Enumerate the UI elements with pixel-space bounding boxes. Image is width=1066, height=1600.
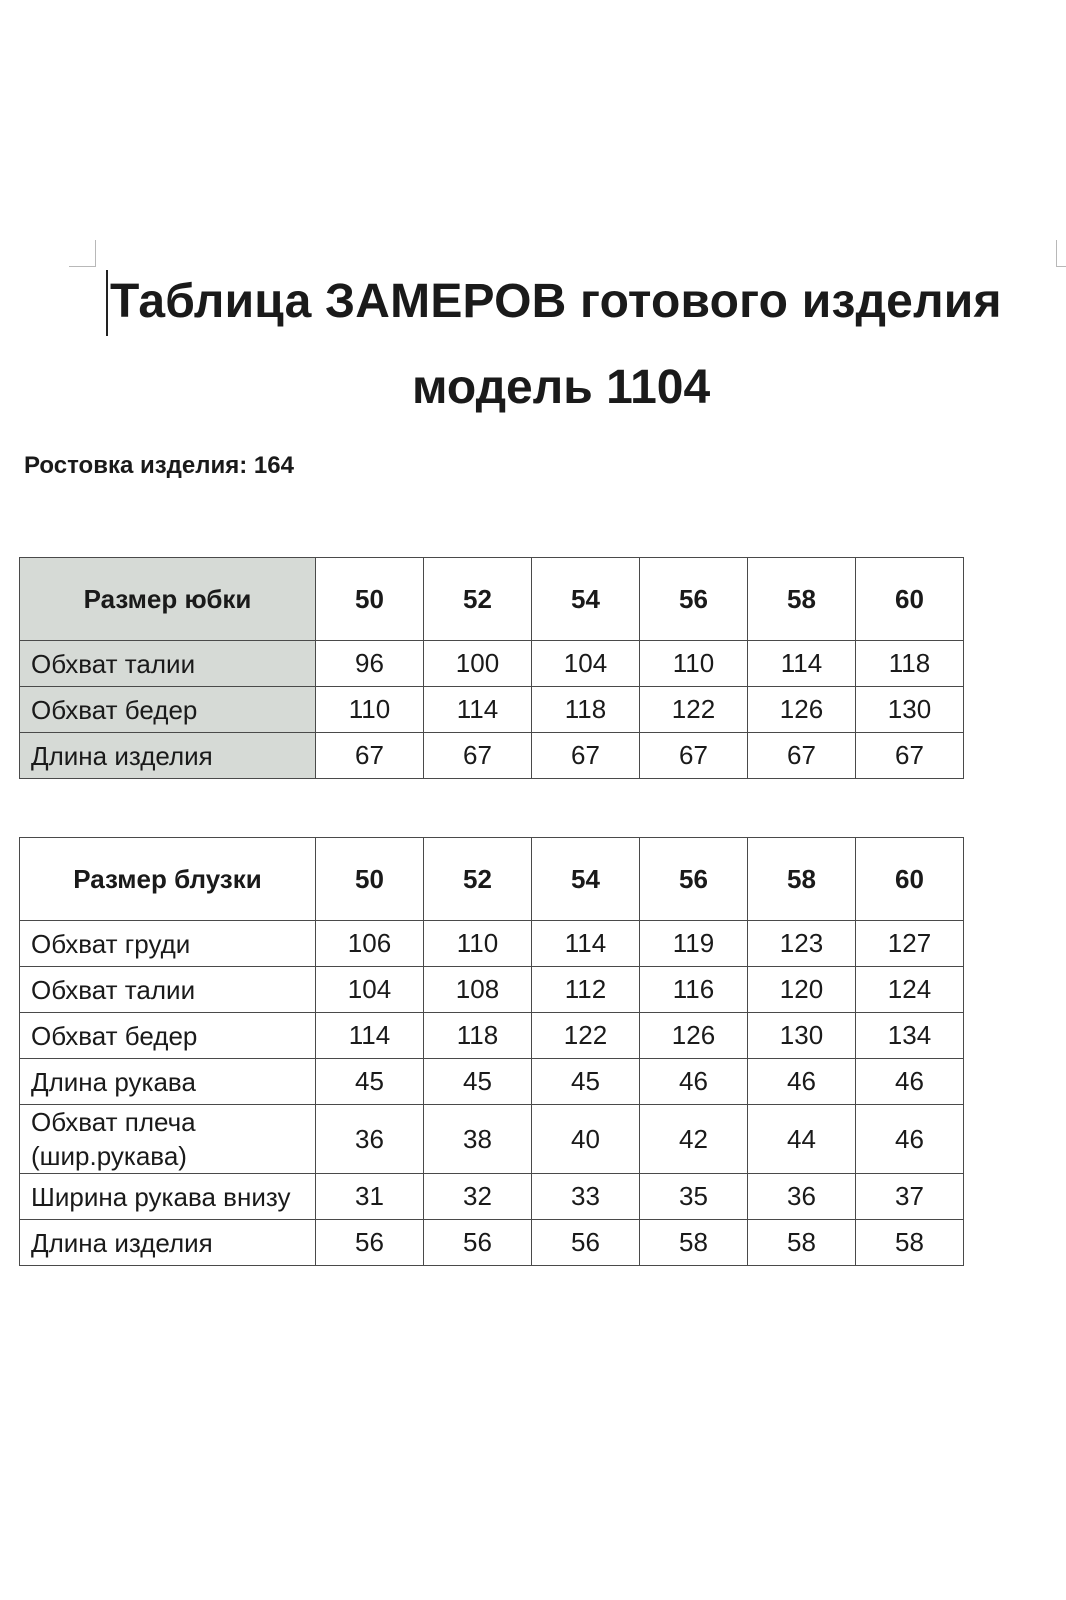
value-cell[interactable]: 114 bbox=[532, 921, 640, 967]
value-cell[interactable]: 114 bbox=[748, 641, 856, 687]
page-corner-mark bbox=[69, 240, 96, 267]
value-cell[interactable]: 67 bbox=[856, 733, 964, 779]
table-header-row bbox=[20, 838, 964, 921]
header-cell-size[interactable]: 58 bbox=[748, 558, 856, 641]
value-cell[interactable]: 33 bbox=[532, 1174, 640, 1220]
value-cell[interactable]: 116 bbox=[640, 967, 748, 1013]
table-row bbox=[20, 921, 964, 967]
value-cell[interactable]: 112 bbox=[532, 967, 640, 1013]
value-cell[interactable]: 67 bbox=[532, 733, 640, 779]
row-label-cell[interactable]: Длина изделия bbox=[20, 1220, 316, 1266]
value-cell[interactable]: 114 bbox=[424, 687, 532, 733]
value-cell[interactable]: 56 bbox=[424, 1220, 532, 1266]
value-cell[interactable]: 36 bbox=[316, 1105, 424, 1174]
value-cell[interactable]: 118 bbox=[532, 687, 640, 733]
row-label-cell[interactable]: Обхват бедер bbox=[20, 687, 316, 733]
value-cell[interactable]: 106 bbox=[316, 921, 424, 967]
header-cell-size[interactable]: 50 bbox=[316, 838, 424, 921]
value-cell[interactable]: 35 bbox=[640, 1174, 748, 1220]
value-cell[interactable]: 118 bbox=[424, 1013, 532, 1059]
header-cell-size[interactable]: 56 bbox=[640, 558, 748, 641]
value-cell[interactable]: 46 bbox=[748, 1059, 856, 1105]
header-cell-size[interactable]: 56 bbox=[640, 838, 748, 921]
document-title[interactable]: Таблица ЗАМЕРОВ готового изделия bbox=[110, 275, 1002, 328]
header-cell-size[interactable]: 52 bbox=[424, 838, 532, 921]
table-row bbox=[20, 1059, 964, 1105]
value-cell[interactable]: 122 bbox=[532, 1013, 640, 1059]
value-cell[interactable]: 58 bbox=[640, 1220, 748, 1266]
header-cell-size[interactable]: 52 bbox=[424, 558, 532, 641]
value-cell[interactable]: 56 bbox=[316, 1220, 424, 1266]
row-label-cell[interactable]: Длина изделия bbox=[20, 733, 316, 779]
value-cell[interactable]: 124 bbox=[856, 967, 964, 1013]
value-cell[interactable]: 134 bbox=[856, 1013, 964, 1059]
table-row bbox=[20, 967, 964, 1013]
value-cell[interactable]: 45 bbox=[424, 1059, 532, 1105]
row-label-cell[interactable]: Обхват груди bbox=[20, 921, 316, 967]
value-cell[interactable]: 100 bbox=[424, 641, 532, 687]
value-cell[interactable]: 36 bbox=[748, 1174, 856, 1220]
row-label-cell[interactable]: Ширина рукава внизу bbox=[20, 1174, 316, 1220]
table-row bbox=[20, 1105, 964, 1174]
header-cell-size[interactable]: 54 bbox=[532, 838, 640, 921]
value-cell[interactable]: 118 bbox=[856, 641, 964, 687]
value-cell[interactable]: 58 bbox=[856, 1220, 964, 1266]
header-cell-size[interactable]: 54 bbox=[532, 558, 640, 641]
document-subtitle[interactable]: модель 1104 bbox=[412, 361, 711, 414]
value-cell[interactable]: 56 bbox=[532, 1220, 640, 1266]
row-label-cell[interactable]: Длина рукава bbox=[20, 1059, 316, 1105]
page-corner-mark bbox=[1056, 240, 1066, 267]
value-cell[interactable]: 67 bbox=[424, 733, 532, 779]
blouse-size-table bbox=[19, 837, 964, 1266]
value-cell[interactable]: 37 bbox=[856, 1174, 964, 1220]
value-cell[interactable]: 104 bbox=[532, 641, 640, 687]
value-cell[interactable]: 44 bbox=[748, 1105, 856, 1174]
header-cell-size[interactable]: 60 bbox=[856, 838, 964, 921]
table-row bbox=[20, 1174, 964, 1220]
row-label-cell[interactable]: Обхват талии bbox=[20, 967, 316, 1013]
value-cell[interactable]: 46 bbox=[856, 1105, 964, 1174]
value-cell[interactable]: 67 bbox=[748, 733, 856, 779]
value-cell[interactable]: 46 bbox=[856, 1059, 964, 1105]
table-row bbox=[20, 687, 964, 733]
header-cell-size[interactable]: 58 bbox=[748, 838, 856, 921]
table-row bbox=[20, 1013, 964, 1059]
header-cell-size[interactable]: 60 bbox=[856, 558, 964, 641]
skirt-size-table bbox=[19, 557, 964, 779]
value-cell[interactable]: 130 bbox=[748, 1013, 856, 1059]
header-cell-label[interactable]: Размер блузки bbox=[20, 838, 316, 921]
value-cell[interactable]: 119 bbox=[640, 921, 748, 967]
value-cell[interactable]: 31 bbox=[316, 1174, 424, 1220]
value-cell[interactable]: 96 bbox=[316, 641, 424, 687]
value-cell[interactable]: 122 bbox=[640, 687, 748, 733]
text-cursor bbox=[106, 270, 108, 336]
value-cell[interactable]: 123 bbox=[748, 921, 856, 967]
value-cell[interactable]: 110 bbox=[316, 687, 424, 733]
value-cell[interactable]: 40 bbox=[532, 1105, 640, 1174]
value-cell[interactable]: 58 bbox=[748, 1220, 856, 1266]
row-label-cell[interactable]: Обхват плеча (шир.рукава) bbox=[20, 1105, 316, 1174]
value-cell[interactable]: 110 bbox=[640, 641, 748, 687]
table-row bbox=[20, 1220, 964, 1266]
value-cell[interactable]: 38 bbox=[424, 1105, 532, 1174]
value-cell[interactable]: 126 bbox=[748, 687, 856, 733]
value-cell[interactable]: 110 bbox=[424, 921, 532, 967]
table-row bbox=[20, 641, 964, 687]
value-cell[interactable]: 120 bbox=[748, 967, 856, 1013]
value-cell[interactable]: 32 bbox=[424, 1174, 532, 1220]
row-label-cell[interactable]: Обхват талии bbox=[20, 641, 316, 687]
header-cell-label[interactable]: Размер юбки bbox=[20, 558, 316, 641]
value-cell[interactable]: 126 bbox=[640, 1013, 748, 1059]
value-cell[interactable]: 45 bbox=[532, 1059, 640, 1105]
value-cell[interactable]: 46 bbox=[640, 1059, 748, 1105]
row-label-cell[interactable]: Обхват бедер bbox=[20, 1013, 316, 1059]
table-row bbox=[20, 733, 964, 779]
value-cell[interactable]: 42 bbox=[640, 1105, 748, 1174]
value-cell[interactable]: 127 bbox=[856, 921, 964, 967]
value-cell[interactable]: 104 bbox=[316, 967, 424, 1013]
value-cell[interactable]: 67 bbox=[640, 733, 748, 779]
height-note[interactable]: Ростовка изделия: 164 bbox=[24, 452, 294, 479]
header-cell-size[interactable]: 50 bbox=[316, 558, 424, 641]
table-header-row bbox=[20, 558, 964, 641]
value-cell[interactable]: 130 bbox=[856, 687, 964, 733]
value-cell[interactable]: 67 bbox=[316, 733, 424, 779]
value-cell[interactable]: 45 bbox=[316, 1059, 424, 1105]
value-cell[interactable]: 108 bbox=[424, 967, 532, 1013]
value-cell[interactable]: 114 bbox=[316, 1013, 424, 1059]
